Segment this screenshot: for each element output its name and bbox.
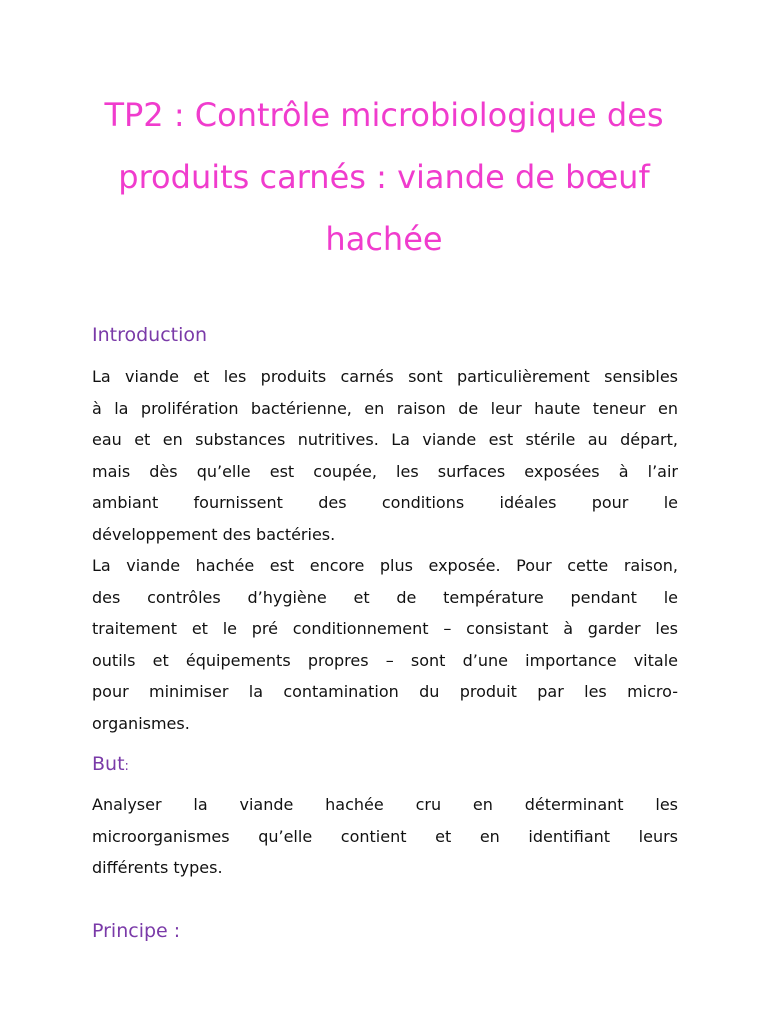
but-paragraph (92, 789, 678, 884)
paragraph-line: traitement et le pré conditionnement – consistant à garder les (92, 619, 678, 639)
section-heading-but (92, 752, 129, 779)
paragraph-line: ambiant fournissent des conditions idéales pour le (92, 493, 678, 513)
introduction-paragraph-2 (92, 550, 678, 740)
paragraph-line: Analyser la viande hachée cru en déterminant les (92, 795, 678, 814)
paragraph-line: La viande et les produits carnés sont particulièrement sensibles (92, 367, 678, 386)
document-title: TP2 : Contrôle microbiologique des produits carnés : viande de bœuf hachée (104, 96, 664, 258)
introduction-paragraph-1 (92, 361, 678, 551)
paragraph-line: à la prolifération bactérienne, en raison de leur haute teneur en (92, 398, 678, 418)
paragraph-line: outils et équipements propres – sont d’une importance vitale (92, 650, 678, 670)
paragraph-line: microorganismes qu’elle contient et en identifiant leurs (92, 826, 678, 846)
paragraph-line: pour minimiser la contamination du produit par les micro- (92, 682, 678, 702)
heading-text: But (92, 753, 125, 775)
paragraph-line: La viande hachée est encore plus exposée. Pour cette raison, (92, 556, 678, 575)
heading-colon: : (124, 759, 129, 774)
paragraph-line: des contrôles d’hygiène et de température pendant le (92, 587, 678, 607)
paragraph-line: développement des bactéries. (92, 524, 336, 544)
section-heading-introduction: Introduction (92, 324, 208, 346)
paragraph-line: différents types. (92, 858, 223, 878)
section-heading-principe: Principe : (92, 920, 181, 942)
paragraph-line: organismes. (92, 713, 190, 733)
paragraph-line: eau et en substances nutritives. La viande est stérile au départ, (92, 430, 678, 450)
paragraph-line: mais dès qu’elle est coupée, les surfaces exposées à l’air (92, 461, 678, 481)
